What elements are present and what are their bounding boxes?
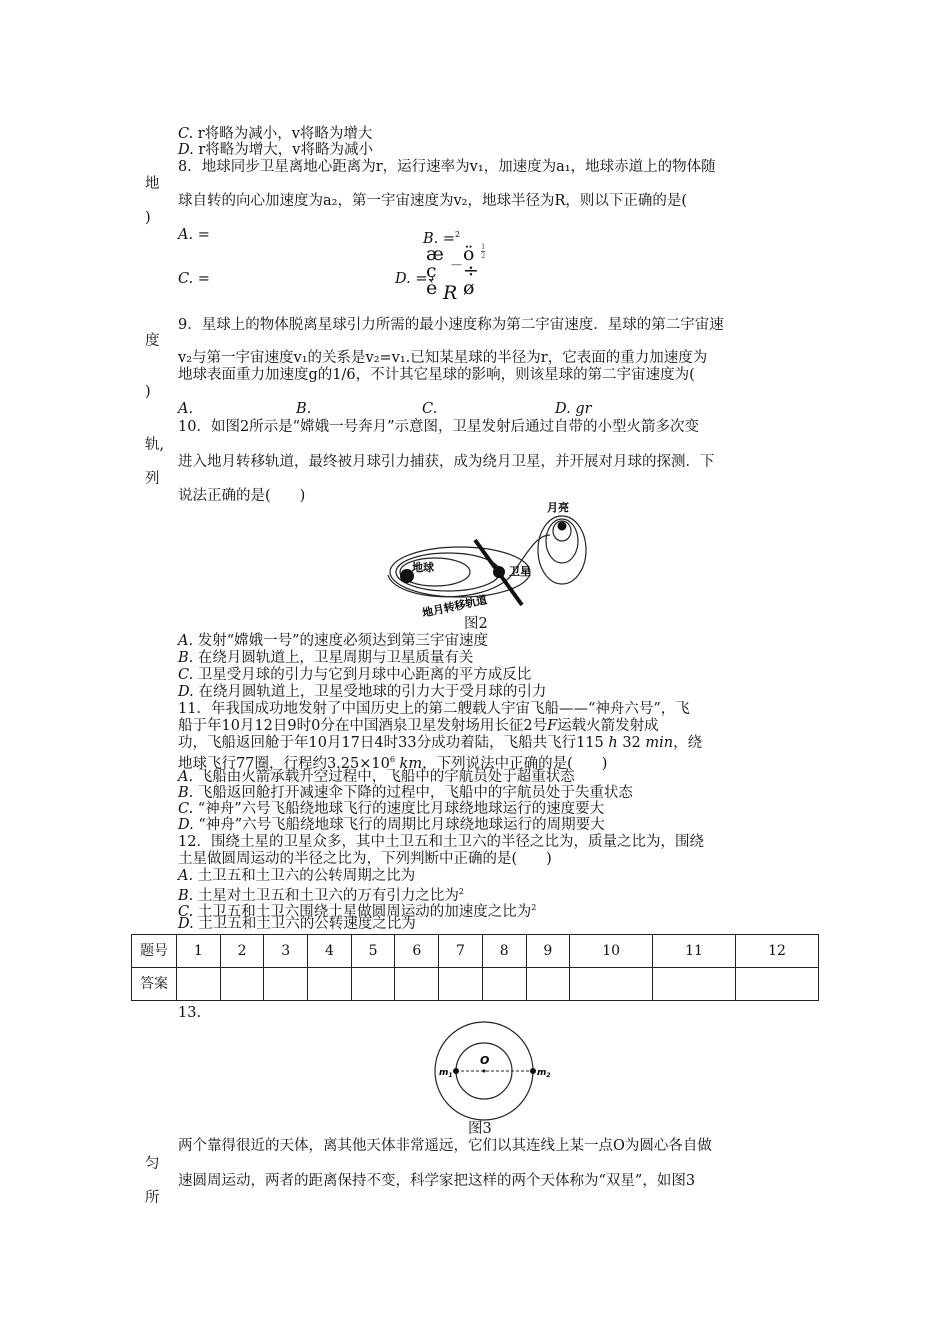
superscript: 6	[389, 755, 395, 764]
option-letter: D.	[178, 684, 194, 700]
bracket-bot: è	[426, 277, 438, 299]
m2-dot	[530, 1068, 536, 1074]
table-cell: 4	[308, 935, 352, 968]
option-text: 飞船返回舱打开减速伞下降的过程中，飞船中的宇航员处于失重状态	[197, 785, 633, 801]
answer-cell[interactable]	[395, 968, 439, 1001]
q9-option-d: D. gr	[555, 401, 592, 417]
option-letter: B.	[178, 785, 194, 801]
q9-option-b: B.	[296, 401, 312, 417]
option-text: 土卫五和土卫六围绕土星做圆周运动的加速度之比为	[197, 903, 532, 920]
q10-option-d	[178, 683, 546, 701]
q10-line-1: 10．如图2所示是“嫦娥一号奔月”示意图，卫星发射后通过自带的小型火箭多次变	[178, 419, 699, 435]
answer-cell[interactable]	[264, 968, 308, 1001]
q13-number: 13.	[178, 1005, 202, 1021]
table-row-numbers	[132, 935, 819, 968]
q12-line-1: 12．围绕土星的卫星众多，其中土卫五和土卫六的半径之比为，质量之比为，围绕	[178, 834, 704, 850]
q9-option-a: A.	[178, 401, 194, 417]
q9-line-2: v₂与第一宇宙速度v₁的关系是v₂=v₁.已知某星球的半径为r，它表面的重力加速度为	[178, 350, 708, 366]
q11-text: ，绕	[673, 735, 703, 751]
bracket-top: æ	[426, 243, 444, 265]
answer-table	[131, 934, 819, 1001]
option-text: 土卫五和土卫六的公转周期之比为	[197, 868, 416, 884]
table-cell: 5	[351, 935, 395, 968]
unit-km: km	[399, 755, 423, 772]
table-cell: 3	[264, 935, 308, 968]
q9-line-3: 地球表面重力加速度g的1/6，不计其它星球的影响，则该星球的第二宇宙速度为(	[178, 367, 695, 383]
moon-label: 月亮	[547, 501, 569, 514]
q12-option-d	[178, 915, 416, 933]
answer-cell[interactable]	[439, 968, 483, 1001]
q11-text: 功，飞船返回舱于年10月17日4时33分成功着陆，飞船共飞行115	[178, 735, 604, 751]
m1-dot	[453, 1068, 459, 1074]
earth-label: 地球	[412, 561, 434, 574]
q7-option-d	[178, 141, 373, 159]
q11-text: 运载火箭发射成	[557, 718, 659, 734]
formula-R: R	[443, 282, 458, 304]
answer-cell[interactable]	[736, 968, 819, 1001]
answer-cell[interactable]	[482, 968, 526, 1001]
q10-line-3: 说法正确的是( )	[178, 488, 306, 504]
header-question: 题号	[132, 935, 177, 968]
garbled-formula-left	[426, 243, 444, 299]
exp-den: 2	[481, 252, 486, 260]
table-row-answers	[132, 968, 819, 1001]
margin-char: 所	[145, 1190, 160, 1206]
figure-2-caption: 图2	[464, 616, 488, 632]
garbled-formula-right	[463, 243, 479, 299]
q11-line-3	[178, 734, 702, 752]
q13-line-1: 两个靠得很近的天体，离其他天体非常遥远，它们以其连线上某一点O为圆心各自做	[178, 1138, 712, 1154]
option-text: r将略为增大，v将略为减小	[198, 142, 373, 158]
margin-char: 轨,	[145, 437, 165, 453]
center-label: O	[480, 1054, 490, 1067]
q8-line-2: 球自转的向心加速度为a₂，第一宇宙速度为v₂，地球半径为R，则以下正确的是(	[178, 193, 688, 209]
q8-line-1: 8．地球同步卫星离地心距离为r，运行速率为v₁，加速度为a₁，地球赤道上的物体随	[178, 159, 716, 175]
unit-h: h	[608, 735, 618, 751]
option-text: 在绕月圆轨道上，卫星周期与卫星质量有关	[197, 650, 474, 666]
option-letter: D.	[178, 142, 194, 158]
margin-char: 地	[145, 176, 160, 192]
exponent-half	[481, 243, 485, 260]
option-text: r将略为减小，v将略为增大	[197, 126, 373, 142]
margin-char: 匀	[145, 1156, 160, 1172]
q12-line-2: 土星做圆周运动的半径之比为，下列判断中正确的是( )	[178, 851, 552, 867]
q9-line-1: 9．星球上的物体脱离星球引力所需的最小速度称为第二宇宙速度．星球的第二宇宙速	[178, 317, 724, 333]
q13-line-2: 速圆周运动，两者的距离保持不变，科学家把这样的两个天体称为“双星”，如图3	[178, 1173, 696, 1189]
option-letter: B.	[178, 887, 194, 904]
option-letter: A.	[178, 868, 194, 884]
m2-label	[537, 1068, 551, 1079]
option-letter: C.	[178, 801, 194, 817]
answer-cell[interactable]	[653, 968, 736, 1001]
option-text: 飞船由火箭承载升空过程中，飞船中的宇航员处于超重状态	[197, 769, 575, 785]
figure-3-diagram	[430, 1020, 550, 1125]
margin-char: 列	[145, 471, 160, 487]
table-cell: 9	[526, 935, 570, 968]
option-text: 在绕月圆轨道上，卫星受地球的引力大于受月球的引力	[198, 684, 547, 700]
q9-option-c: C.	[422, 401, 438, 417]
superscript: 2	[455, 230, 461, 239]
option-text: “神舟”六号飞船绕地球飞行的速度比月球绕地球运行的速度要大	[197, 801, 605, 817]
m1-letter: m	[439, 1068, 449, 1078]
m2-sub: 2	[546, 1072, 551, 1079]
option-letter: A.	[178, 769, 194, 785]
answer-cell[interactable]	[308, 968, 352, 1001]
header-answer: 答案	[132, 968, 177, 1001]
bracket-div: ÷	[463, 260, 479, 282]
orbit-label: 地月转移轨道	[421, 593, 489, 620]
q10-line-2: 进入地月转移轨道，最终被月球引力捕获，成为绕月卫星，并开展对月球的探测．下	[178, 454, 715, 470]
satellite-label: 卫星	[509, 565, 531, 578]
table-cell: 12	[736, 935, 819, 968]
table-cell: 1	[177, 935, 221, 968]
q10-option-b	[178, 649, 473, 667]
satellite-dot	[493, 566, 505, 578]
table-cell: 6	[395, 935, 439, 968]
m1-sub: 1	[448, 1072, 453, 1079]
table-cell: 11	[653, 935, 736, 968]
answer-cell[interactable]	[220, 968, 264, 1001]
option-letter: A.	[178, 633, 194, 649]
figure-2-diagram	[385, 495, 610, 620]
option-letter: D.	[178, 817, 194, 833]
q8-option-c: C. =	[178, 271, 210, 287]
formula-dash: —	[451, 258, 462, 271]
m2-letter: m	[537, 1068, 547, 1078]
option-text: 土卫五和土卫六的公转速度之比为	[198, 916, 416, 932]
q11-text: ，下列说法中正确的是( )	[422, 755, 608, 772]
option-letter: C.	[178, 667, 194, 683]
option-letter: B.	[178, 650, 194, 666]
figure-3-caption: 图3	[468, 1121, 492, 1137]
answer-cell[interactable]	[526, 968, 570, 1001]
q8-option-a: A. =	[178, 227, 210, 243]
table-cell: 2	[220, 935, 264, 968]
answer-cell[interactable]	[570, 968, 653, 1001]
answer-cell[interactable]	[351, 968, 395, 1001]
q11-line-2	[178, 717, 659, 735]
superscript: 2	[458, 887, 464, 896]
q11-text: 船于年10月12日9时0分在中国酒泉卫星发射场用长征2号	[178, 718, 548, 734]
bracket-slash: ø	[463, 277, 475, 299]
moon-dot	[558, 522, 567, 531]
option-letter: C.	[178, 903, 194, 920]
option-text: 发射“嫦娥一号”的速度必须达到第三宇宙速度	[197, 633, 489, 649]
rocket-letter: F	[547, 718, 558, 734]
center-dot	[483, 1070, 486, 1073]
margin-char: )	[145, 210, 151, 226]
q11-text: 地球飞行77圈，行程约3.25×10	[178, 755, 390, 772]
table-cell: 10	[570, 935, 653, 968]
margin-char: )	[145, 384, 151, 400]
margin-char: 度	[145, 333, 160, 349]
option-text: 土星对土卫五和土卫六的万有引力之比为	[197, 887, 459, 904]
option-letter: C.	[178, 126, 194, 142]
option-letter: D.	[178, 916, 194, 932]
superscript: 2	[531, 903, 537, 912]
option-text: 卫星受月球的引力与它到月球中心距离的平方成反比	[197, 667, 532, 683]
exp-num: 1	[481, 243, 486, 251]
q10-option-a	[178, 632, 488, 650]
q11-text: 32	[622, 735, 641, 751]
q11-option-d	[178, 816, 605, 834]
m1-label	[439, 1068, 453, 1079]
q8-option-d: D. =	[395, 271, 428, 287]
q11-line-1: 11．年我国成功地发射了中国历史上的第二艘载人宇宙飞船——“神舟六号”，飞	[178, 701, 690, 717]
bracket-mid: ç	[426, 260, 437, 282]
option-text: “神舟”六号飞船绕地球飞行的周期比月球绕地球运行的周期要大	[198, 817, 605, 833]
table-cell: 8	[482, 935, 526, 968]
unit-min: min	[645, 735, 674, 751]
q10-option-c	[178, 666, 531, 684]
answer-cell[interactable]	[177, 968, 221, 1001]
bracket-o: ö	[463, 243, 475, 265]
table-cell: 7	[439, 935, 483, 968]
option-b-label: B. =	[423, 230, 456, 247]
